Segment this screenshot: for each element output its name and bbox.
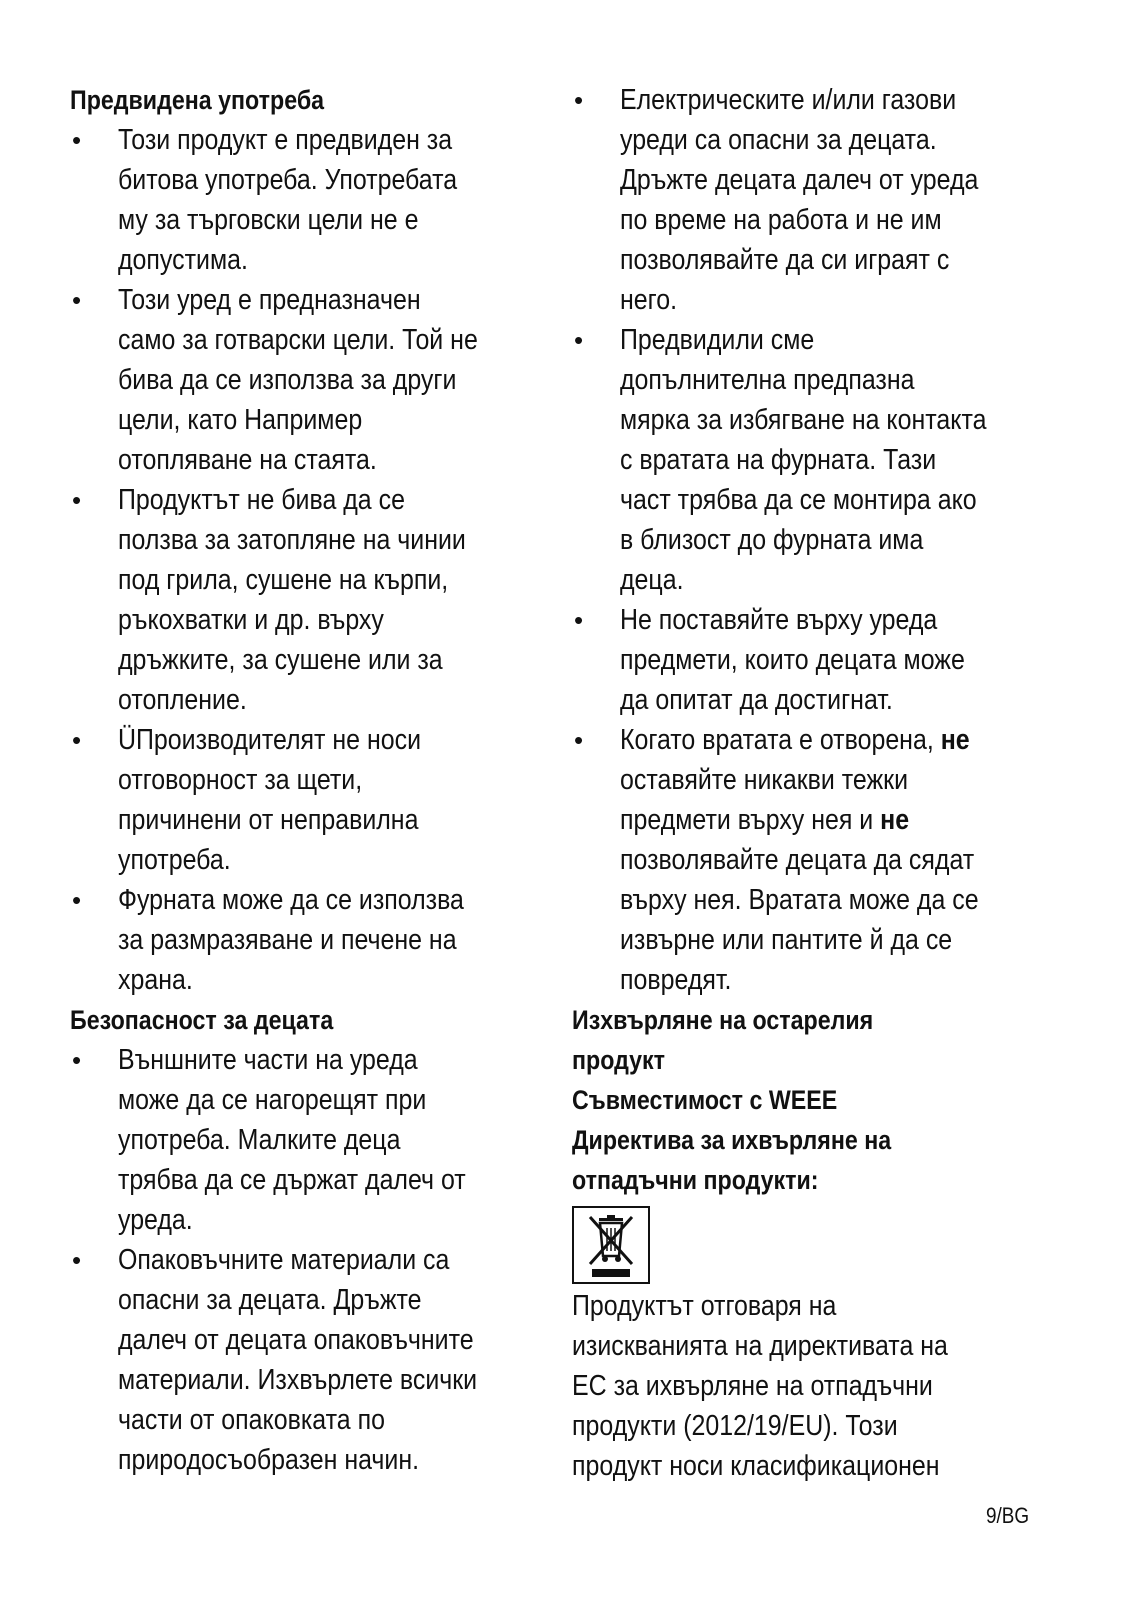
text-line <box>620 720 1009 760</box>
child-safety-list-continued <box>572 80 1072 1000</box>
text-line: него. <box>620 284 678 316</box>
right-column <box>572 80 1072 1486</box>
text-line: отговорност за щети, <box>118 764 363 796</box>
text-line: • Този продукт е предвиден за <box>118 124 453 156</box>
text-line: употреба. Малките деца <box>118 1124 401 1156</box>
list-item <box>70 880 550 1000</box>
disposal-section <box>572 1000 1072 1486</box>
list-item <box>572 80 1072 320</box>
list-item <box>572 320 1072 600</box>
text-line: • Този уред е предназначен <box>118 284 421 316</box>
text-line: • ÜПроизводителят не носи <box>118 724 422 756</box>
text-line: • Електрическите и/или газови <box>620 84 957 116</box>
text-line: далеч от децата опаковъчните <box>118 1324 474 1356</box>
text-line: уреда. <box>118 1204 193 1236</box>
text-line: отопление. <box>118 684 247 716</box>
child-safety-heading: Безопасност за децата <box>70 1005 334 1035</box>
weee-subheading: отпадъчни продукти: <box>572 1165 819 1195</box>
disposal-heading: продукт <box>572 1045 666 1075</box>
text-line: за размразяване и печене на <box>118 924 457 956</box>
left-column <box>70 80 550 1480</box>
text-line: бива да се използва за други <box>118 364 457 396</box>
text-line: може да се нагорещят при <box>118 1084 427 1116</box>
text-line: • Опаковъчните материали са <box>118 1244 450 1276</box>
emphasis-not: не <box>880 804 910 836</box>
list-item <box>70 280 550 480</box>
text-line: • Продуктът не бива да се <box>118 484 405 516</box>
text-line: в близост до фурната има <box>620 524 924 556</box>
weee-subheading: Директива за ихвърляне на <box>572 1125 892 1155</box>
text-line: продукти (2012/19/EU). Този <box>572 1410 898 1442</box>
text-line: ползва за затопляне на чинии <box>118 524 466 556</box>
text-line: повредят. <box>620 964 732 996</box>
text-run: предмети върху нея и <box>620 804 881 836</box>
disposal-heading: Изхвърляне на остарелия <box>572 1005 874 1035</box>
list-item <box>70 480 550 720</box>
text-line: върху нея. Вратата може да се <box>620 884 979 916</box>
text-line: му за търговски цели не е <box>118 204 419 236</box>
text-line: причинени от неправилна <box>118 804 419 836</box>
text-line <box>620 800 1009 840</box>
text-run: Когато вратата е отворена, <box>620 724 941 756</box>
intended-use-section <box>70 80 550 1000</box>
intended-use-list <box>70 120 550 1000</box>
text-line: уреди са опасни за децата. <box>620 124 937 156</box>
text-line: предмети, които децата може <box>620 644 965 676</box>
text-line: Дръжте децата далеч от уреда <box>620 164 979 196</box>
text-line: извърне или пантите й да се <box>620 924 953 956</box>
text-line: част трябва да се монтира ако <box>620 484 977 516</box>
text-line: допълнителна предпазна <box>620 364 915 396</box>
text-line: с вратата на фурната. Тази <box>620 444 937 476</box>
child-safety-section <box>70 1000 550 1480</box>
text-line: цели, като Например <box>118 404 363 436</box>
list-item <box>70 120 550 280</box>
weee-paragraph <box>572 1286 1072 1486</box>
text-line: • Фурната може да се използва <box>118 884 464 916</box>
text-line: отопляване на стаята. <box>118 444 377 476</box>
weee-subheading: Съвместимост с WEEE <box>572 1085 838 1115</box>
text-line: • Външните части на уреда <box>118 1044 418 1076</box>
text-line: Продуктът отговаря на <box>572 1290 837 1322</box>
text-line: деца. <box>620 564 684 596</box>
text-line: употреба. <box>118 844 231 876</box>
text-line: опасни за децата. Дръжте <box>118 1284 422 1316</box>
intended-use-heading: Предвидена употреба <box>70 85 325 115</box>
text-line: по време на работа и не им <box>620 204 942 236</box>
text-line: допустима. <box>118 244 248 276</box>
text-line: битова употреба. Употребата <box>118 164 458 196</box>
text-line: • Предвидили сме <box>620 324 815 356</box>
text-line: да опитат да достигнат. <box>620 684 893 716</box>
text-line: оставяйте никакви тежки <box>620 764 909 796</box>
list-item <box>70 720 550 880</box>
list-item <box>70 1040 550 1240</box>
text-line: изискванията на директивата на <box>572 1330 948 1362</box>
crossed-out-wheeled-bin-icon <box>572 1206 650 1284</box>
text-line: мярка за избягване на контакта <box>620 404 987 436</box>
child-safety-list <box>70 1040 550 1480</box>
text-line: ЕС за ихвърляне на отпадъчни <box>572 1370 933 1402</box>
text-line: трябва да се държат далеч от <box>118 1164 466 1196</box>
text-line: само за готварски цели. Той не <box>118 324 478 356</box>
emphasis-not: не <box>940 724 970 756</box>
text-line: позволявайте децата да сядат <box>620 844 975 876</box>
page-number: 9/BG <box>986 1503 1030 1528</box>
list-item <box>572 600 1072 720</box>
text-line: под грила, сушене на кърпи, <box>118 564 449 596</box>
list-item <box>572 720 1072 1000</box>
text-line: храна. <box>118 964 193 996</box>
text-line: природосъобразен начин. <box>118 1444 420 1476</box>
text-line: позволявайте да си играят с <box>620 244 950 276</box>
list-item <box>70 1240 550 1480</box>
text-line: части от опаковката по <box>118 1404 385 1436</box>
text-line: материали. Изхвърлете всички <box>118 1364 478 1396</box>
text-line: продукт носи класификационен <box>572 1450 940 1482</box>
text-line: • Не поставяйте върху уреда <box>620 604 938 636</box>
text-line: дръжките, за сушене или за <box>118 644 443 676</box>
text-line: ръкохватки и др. върху <box>118 604 384 636</box>
